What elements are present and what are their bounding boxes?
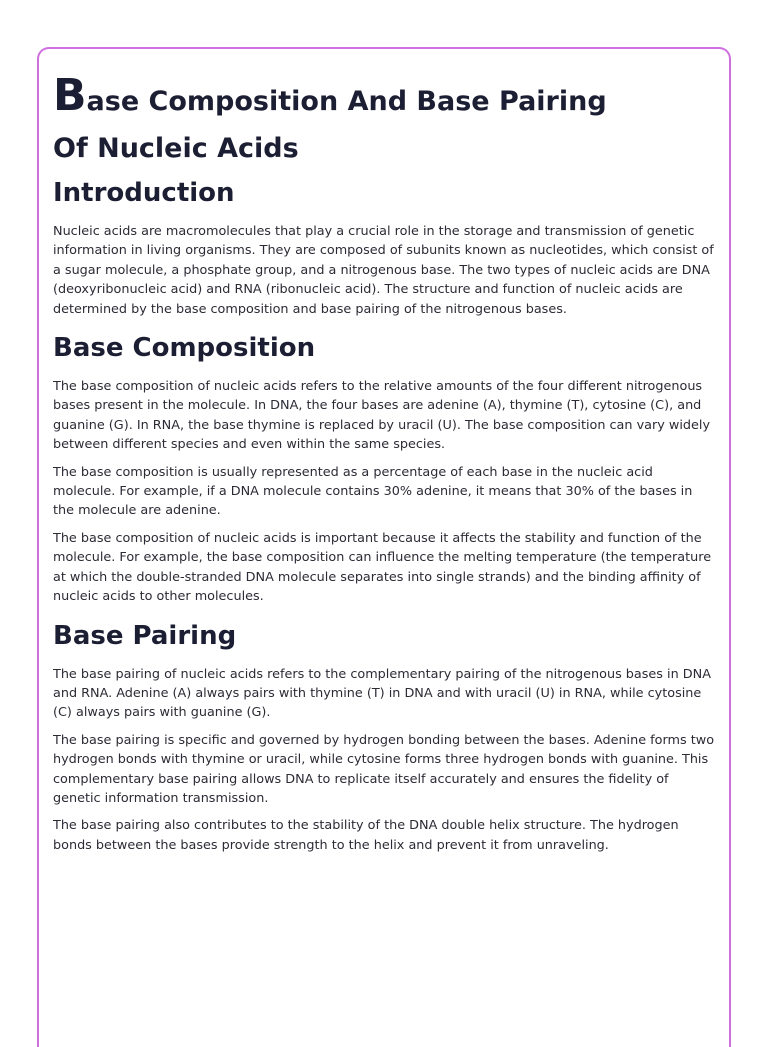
- base-pairing-paragraph-3: The base pairing also contributes to the stability of the DNA double helix structure. The hydrogen bonds between the bases provide strength to the helix and prevent it from unraveling.: [53, 818, 679, 853]
- section-heading-base-composition: Base Composition: [53, 333, 316, 364]
- section-base-pairing: [53, 621, 717, 856]
- section-heading-introduction: Introduction: [53, 178, 235, 208]
- section-base-composition: [53, 333, 717, 606]
- title-drop-cap: B: [53, 70, 87, 121]
- document-content: [53, 70, 717, 869]
- base-composition-paragraph-3: The base composition of nucleic acids is important because it affects the stability and function of the molecule. For example, the base composition can influence the melting temperature (the temperature at which the double-stranded DNA molecule separates into single strands) and the binding affinity of nucleic acids to other molecules.: [53, 530, 712, 605]
- base-pairing-paragraph-1: The base pairing of nucleic acids refers to the complementary pairing of the nitrogenous bases in DNA and RNA. Adenine (A) always pairs with thymine (T) in DNA and with uracil (U) in RNA, while cytosine (C) always pairs with guanine (G).: [53, 666, 711, 721]
- document-title: [53, 70, 717, 172]
- base-pairing-paragraph-2: The base pairing is specific and governed by hydrogen bonding between the bases. Adenine forms two hydrogen bonds with thymine or uracil, while cytosine forms three hydrogen bonds with guanine. This complementary base pairing allows DNA to replicate itself accurately and ensures the fidelity of genetic information transmission.: [53, 732, 715, 806]
- section-heading-base-pairing: Base Pairing: [53, 620, 237, 651]
- base-composition-paragraph-2: The base composition is usually represented as a percentage of each base in the nucleic acid molecule. For example, if a DNA molecule contains 30% adenine, it means that 30% of the bases in the molecule are adenine.: [53, 464, 693, 519]
- section-introduction: [53, 178, 717, 319]
- intro-paragraph-1: Nucleic acids are macromolecules that play a crucial role in the storage and transmission of genetic information in living organisms. They are composed of subunits known as nucleotides, which consist of a sugar molecule, a phosphate group, and a nitrogenous base. The two types of nucleic acids are DNA (deoxyribonucleic acid) and RNA (ribonucleic acid). The structure and function of nucleic acids are determined by the base composition and base pairing of the nitrogenous bases.: [53, 224, 714, 317]
- title-line-1: ase Composition And Base Pairing: [86, 86, 607, 117]
- title-line-2: Of Nucleic Acids: [53, 133, 299, 164]
- base-composition-paragraph-1: The base composition of nucleic acids refers to the relative amounts of the four different nitrogenous bases present in the molecule. In DNA, the four bases are adenine (A), thymine (T), cytosine (C), and guanine (G). In RNA, the base thymine is replaced by uracil (U). The base composition can vary widely between different species and even within the same species.: [53, 379, 711, 453]
